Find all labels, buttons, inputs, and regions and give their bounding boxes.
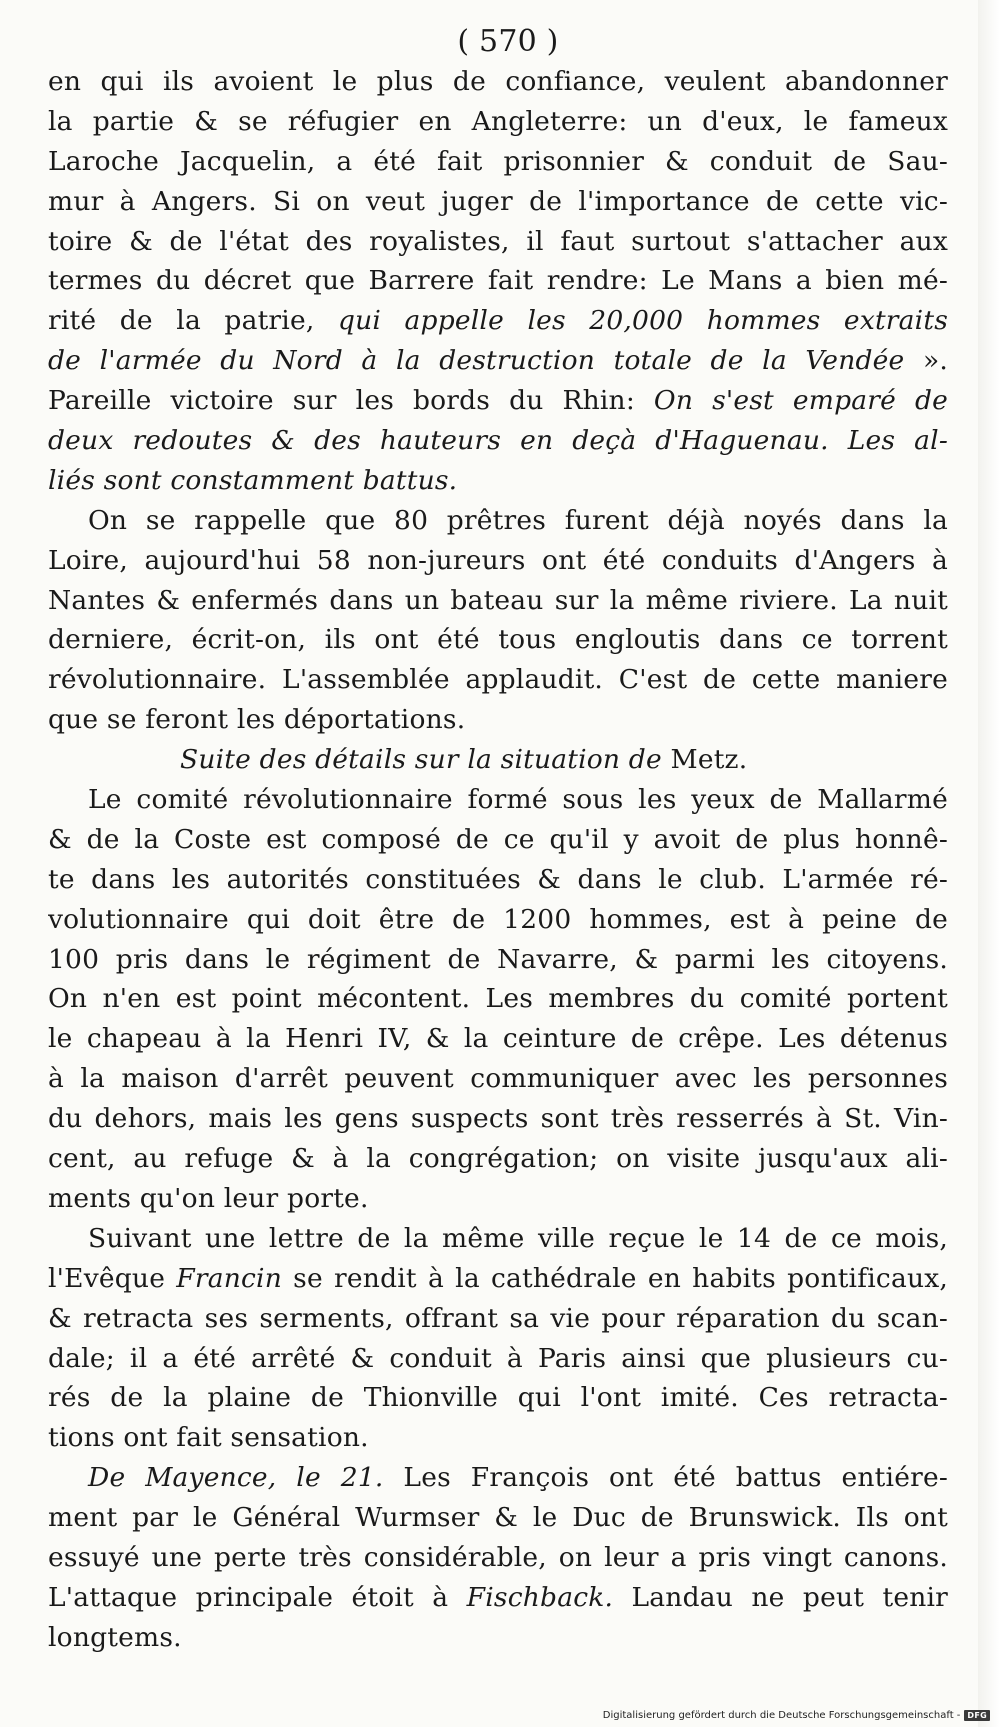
text-line: [48, 1299, 948, 1339]
page-edge-shadow: [978, 0, 1000, 1727]
text-segment: ments qu'on leur porte.: [48, 1182, 369, 1214]
text-segment: Fischback.: [466, 1581, 614, 1613]
text-segment: que se feront les déportations.: [48, 704, 466, 736]
text-line: [48, 1099, 948, 1139]
text-line: [48, 900, 948, 940]
text-segment: De Mayence, le 21.: [88, 1462, 384, 1494]
text-line: [48, 421, 948, 461]
text-line: [48, 620, 948, 660]
text-segment: 100 pris dans le régiment de Navarre, & parmi les citoyens.: [48, 943, 948, 975]
text-segment: à la maison d'arrêt peuvent communiquer avec les personnes: [48, 1063, 948, 1095]
text-line: [48, 940, 948, 980]
text-segment: Pareille victoire sur les bords du Rhin:: [48, 385, 654, 417]
text-segment: Landau ne peut tenir: [613, 1581, 948, 1613]
text-block: [48, 22, 948, 1658]
text-segment: Suite des détails sur la situation de: [180, 744, 662, 776]
text-segment: deux redoutes & des hauteurs en deçà d'Haguenau. Les al-: [48, 425, 948, 457]
text-segment: révolutionnaire. L'assemblée applaudit. C'est de cette maniere: [48, 664, 948, 696]
text-segment: de l'armée du Nord à la destruction totale de la Vendée: [48, 345, 905, 377]
text-line: [48, 381, 948, 421]
text-line: [48, 222, 948, 262]
text-line: [48, 1019, 948, 1059]
text-segment: le chapeau à la Henri IV, & la ceinture de crêpe. Les détenus: [48, 1023, 948, 1055]
text-line: [48, 62, 948, 102]
text-line: [48, 1259, 948, 1299]
text-line: [48, 1219, 948, 1259]
text-segment: toire & de l'état des royalistes, il faut surtout s'attacher aux: [48, 225, 948, 257]
text-line: [48, 1498, 948, 1538]
text-segment: On n'en est point mécontent. Les membres du comité portent: [48, 983, 948, 1015]
text-segment: liés sont constamment battus.: [48, 464, 458, 496]
text-line: [48, 1458, 948, 1498]
text-segment: Loire, aujourd'hui 58 non-jureurs ont été conduits d'Angers à: [48, 544, 948, 576]
text-segment: rés de la plaine de Thionville qui l'ont imité. Ces retracta-: [48, 1382, 948, 1414]
text-line: [48, 301, 948, 341]
text-line: [48, 1538, 948, 1578]
text-line: [48, 541, 948, 581]
text-line: [48, 660, 948, 700]
text-segment: tions ont fait sensation.: [48, 1422, 369, 1454]
text-segment: qui appelle les 20,000 hommes extraits: [337, 305, 948, 337]
text-segment: la partie & se réfugier en Angleterre: un d'eux, le fameux: [48, 105, 948, 137]
text-segment: longtems.: [48, 1621, 182, 1653]
text-line: [48, 341, 948, 381]
text-line: [48, 501, 948, 541]
page-number: ( 570 ): [457, 24, 559, 59]
text-segment: ment par le Général Wurmser & le Duc de Brunswick. Ils ont: [48, 1502, 948, 1534]
text-segment: en qui ils avoient le plus de confiance, veulent abandonner: [48, 66, 948, 97]
text-line: [48, 1059, 948, 1099]
text-segment: du dehors, mais les gens suspects sont très resserrés à St. Vin-: [48, 1103, 948, 1135]
text-segment: derniere, écrit-on, ils ont été tous engloutis dans ce torrent: [48, 624, 948, 656]
text-segment: l'Evêque: [48, 1262, 177, 1294]
text-segment: L'attaque principale étoit à: [48, 1581, 467, 1613]
text-line: [48, 581, 948, 621]
text-line: [48, 820, 948, 860]
text-line: [48, 1578, 948, 1618]
text-segment: & retracta ses serments, offrant sa vie pour réparation du scan-: [48, 1302, 948, 1334]
text-segment: se rendit à la cathédrale en habits pontificaux,: [281, 1262, 948, 1294]
text-line: [48, 1378, 948, 1418]
text-line: [48, 860, 948, 900]
text-line: [48, 461, 948, 501]
text-segment: Suivant une lettre de la même ville reçue le 14 de ce mois,: [88, 1222, 948, 1254]
text-segment: essuyé une perte très considérable, on leur a pris vingt canons.: [48, 1541, 948, 1573]
text-line: [48, 1618, 948, 1658]
text-lines: [48, 62, 948, 1658]
text-line: [48, 1139, 948, 1179]
text-line: [48, 102, 948, 142]
text-segment: Le comité révolutionnaire formé sous les yeux de Mallarmé: [88, 784, 948, 816]
footer: [603, 1710, 990, 1721]
text-line: [48, 1179, 948, 1219]
text-segment: cent, au refuge & à la congrégation; on visite jusqu'aux ali-: [48, 1143, 948, 1175]
text-segment: dale; il a été arrêté & conduit à Paris ainsi que plusieurs cu-: [48, 1342, 948, 1374]
text-segment: Laroche Jacquelin, a été fait prisonnier & conduit de Sau-: [48, 145, 948, 177]
dfg-logo: DFG: [964, 1710, 990, 1721]
text-segment: Metz.: [661, 744, 748, 776]
text-line: [48, 780, 948, 820]
section-heading: [48, 740, 948, 780]
text-segment: On s'est emparé de: [653, 385, 948, 417]
footer-credit: Digitalisierung gefördert durch die Deutsche Forschungsgemeinschaft -: [602, 1710, 961, 1721]
text-segment: volutionnaire qui doit être de 1200 hommes, est à peine de: [48, 903, 948, 935]
text-segment: mur à Angers. Si on veut juger de l'importance de cette vic-: [48, 185, 948, 217]
text-line: [48, 700, 948, 740]
text-line: [48, 1339, 948, 1379]
text-segment: Francin: [176, 1262, 282, 1294]
text-segment: Nantes & enfermés dans un bateau sur la même riviere. La nuit: [48, 584, 948, 616]
text-segment: termes du décret que Barrere fait rendre: Le Mans a bien mé-: [48, 265, 948, 297]
text-segment: rité de la patrie,: [48, 305, 338, 337]
text-segment: ».: [904, 345, 948, 377]
text-line: [48, 142, 948, 182]
text-segment: te dans les autorités constituées & dans le club. L'armée ré-: [48, 863, 948, 895]
text-segment: On se rappelle que 80 prêtres furent déjà noyés dans la: [88, 504, 948, 536]
text-line: [48, 182, 948, 222]
text-line: [48, 1418, 948, 1458]
text-line: [48, 979, 948, 1019]
text-segment: & de la Coste est composé de ce qu'il y avoit de plus honnê-: [48, 823, 948, 855]
text-segment: Les François ont été battus entiére-: [383, 1462, 948, 1494]
text-line: [48, 261, 948, 301]
